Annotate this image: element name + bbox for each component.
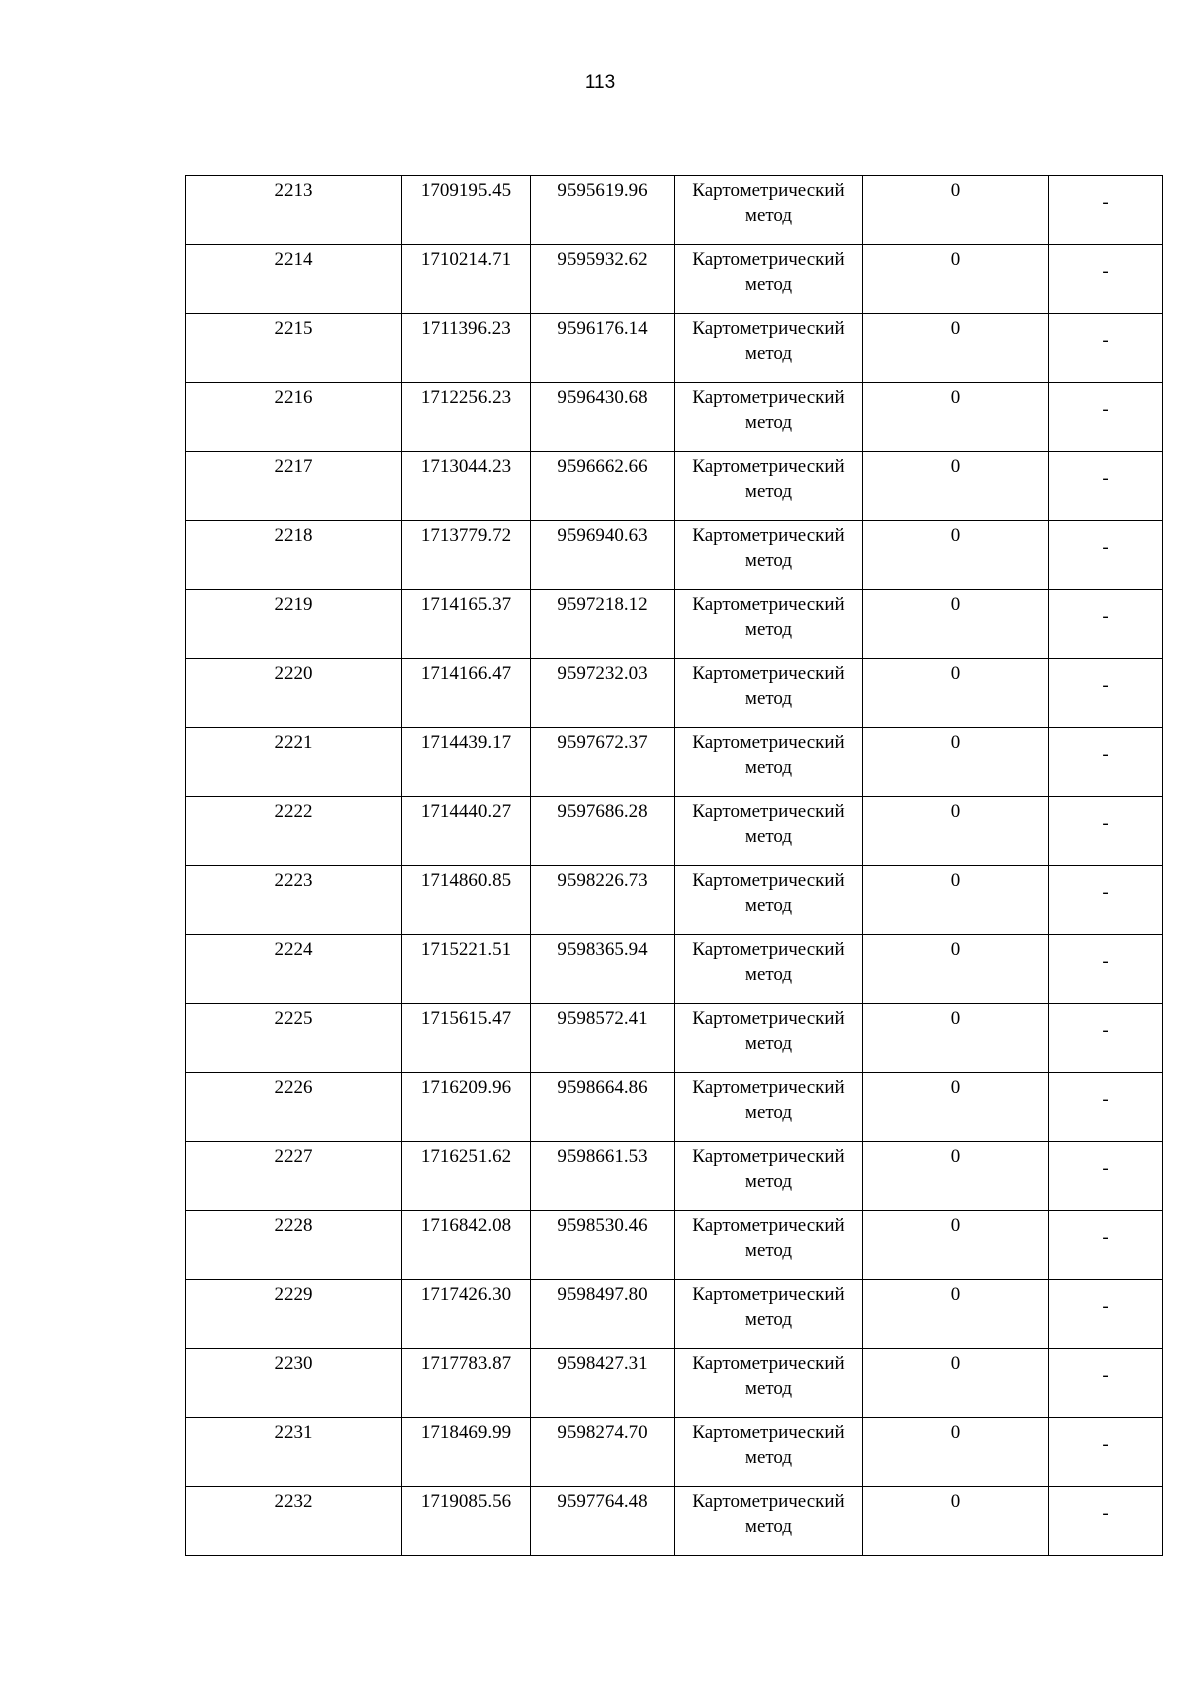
- point-number-cell: 2232: [186, 1487, 402, 1556]
- table-row: [186, 1142, 1163, 1211]
- point-number-cell: 2227: [186, 1142, 402, 1211]
- method-cell: Картометрический метод: [675, 935, 863, 1004]
- x-coordinate-cell: 1716209.96: [402, 1073, 531, 1142]
- method-cell: Картометрический метод: [675, 1004, 863, 1073]
- point-number-cell: 2226: [186, 1073, 402, 1142]
- accuracy-cell: 0: [863, 659, 1049, 728]
- accuracy-cell: 0: [863, 1487, 1049, 1556]
- accuracy-cell: 0: [863, 1073, 1049, 1142]
- table-row: [186, 659, 1163, 728]
- note-cell: -: [1049, 314, 1163, 383]
- method-cell: Картометрический метод: [675, 452, 863, 521]
- note-cell: -: [1049, 1211, 1163, 1280]
- note-cell: -: [1049, 521, 1163, 590]
- accuracy-cell: 0: [863, 728, 1049, 797]
- table-row: [186, 1280, 1163, 1349]
- note-cell: -: [1049, 245, 1163, 314]
- accuracy-cell: 0: [863, 1280, 1049, 1349]
- note-cell: -: [1049, 1487, 1163, 1556]
- point-number-cell: 2225: [186, 1004, 402, 1073]
- y-coordinate-cell: 9598572.41: [531, 1004, 675, 1073]
- method-cell: Картометрический метод: [675, 1487, 863, 1556]
- y-coordinate-cell: 9597232.03: [531, 659, 675, 728]
- note-cell: -: [1049, 176, 1163, 245]
- table-row: [186, 176, 1163, 245]
- x-coordinate-cell: 1717426.30: [402, 1280, 531, 1349]
- note-cell: -: [1049, 1280, 1163, 1349]
- accuracy-cell: 0: [863, 1211, 1049, 1280]
- point-number-cell: 2219: [186, 590, 402, 659]
- point-number-cell: 2223: [186, 866, 402, 935]
- x-coordinate-cell: 1711396.23: [402, 314, 531, 383]
- point-number-cell: 2231: [186, 1418, 402, 1487]
- x-coordinate-cell: 1714860.85: [402, 866, 531, 935]
- method-cell: Картометрический метод: [675, 1280, 863, 1349]
- point-number-cell: 2215: [186, 314, 402, 383]
- point-number-cell: 2217: [186, 452, 402, 521]
- method-cell: Картометрический метод: [675, 314, 863, 383]
- note-cell: -: [1049, 383, 1163, 452]
- table-row: [186, 935, 1163, 1004]
- y-coordinate-cell: 9598661.53: [531, 1142, 675, 1211]
- y-coordinate-cell: 9596940.63: [531, 521, 675, 590]
- point-number-cell: 2228: [186, 1211, 402, 1280]
- method-cell: Картометрический метод: [675, 1073, 863, 1142]
- table-row: [186, 521, 1163, 590]
- accuracy-cell: 0: [863, 1349, 1049, 1418]
- point-number-cell: 2220: [186, 659, 402, 728]
- note-cell: -: [1049, 797, 1163, 866]
- x-coordinate-cell: 1714439.17: [402, 728, 531, 797]
- point-number-cell: 2229: [186, 1280, 402, 1349]
- method-cell: Картометрический метод: [675, 797, 863, 866]
- accuracy-cell: 0: [863, 245, 1049, 314]
- table-row: [186, 383, 1163, 452]
- y-coordinate-cell: 9597764.48: [531, 1487, 675, 1556]
- table-row: [186, 1073, 1163, 1142]
- y-coordinate-cell: 9596176.14: [531, 314, 675, 383]
- accuracy-cell: 0: [863, 935, 1049, 1004]
- table-row: [186, 1004, 1163, 1073]
- x-coordinate-cell: 1717783.87: [402, 1349, 531, 1418]
- x-coordinate-cell: 1712256.23: [402, 383, 531, 452]
- table-row: [186, 1349, 1163, 1418]
- method-cell: Картометрический метод: [675, 659, 863, 728]
- y-coordinate-cell: 9596430.68: [531, 383, 675, 452]
- y-coordinate-cell: 9598664.86: [531, 1073, 675, 1142]
- x-coordinate-cell: 1716842.08: [402, 1211, 531, 1280]
- method-cell: Картометрический метод: [675, 1418, 863, 1487]
- accuracy-cell: 0: [863, 1418, 1049, 1487]
- table-row: [186, 1211, 1163, 1280]
- note-cell: -: [1049, 590, 1163, 659]
- accuracy-cell: 0: [863, 1142, 1049, 1211]
- y-coordinate-cell: 9598530.46: [531, 1211, 675, 1280]
- note-cell: -: [1049, 1142, 1163, 1211]
- note-cell: -: [1049, 1004, 1163, 1073]
- point-number-cell: 2214: [186, 245, 402, 314]
- method-cell: Картометрический метод: [675, 866, 863, 935]
- x-coordinate-cell: 1715615.47: [402, 1004, 531, 1073]
- note-cell: -: [1049, 1418, 1163, 1487]
- x-coordinate-cell: 1719085.56: [402, 1487, 531, 1556]
- accuracy-cell: 0: [863, 452, 1049, 521]
- point-number-cell: 2221: [186, 728, 402, 797]
- point-number-cell: 2216: [186, 383, 402, 452]
- note-cell: -: [1049, 935, 1163, 1004]
- table-row: [186, 1418, 1163, 1487]
- point-number-cell: 2218: [186, 521, 402, 590]
- table-row: [186, 1487, 1163, 1556]
- method-cell: Картометрический метод: [675, 521, 863, 590]
- point-number-cell: 2224: [186, 935, 402, 1004]
- x-coordinate-cell: 1714440.27: [402, 797, 531, 866]
- x-coordinate-cell: 1715221.51: [402, 935, 531, 1004]
- method-cell: Картометрический метод: [675, 1211, 863, 1280]
- table-row: [186, 590, 1163, 659]
- point-number-cell: 2222: [186, 797, 402, 866]
- table-row: [186, 245, 1163, 314]
- accuracy-cell: 0: [863, 1004, 1049, 1073]
- page-number: 113: [584, 72, 616, 93]
- y-coordinate-cell: 9595932.62: [531, 245, 675, 314]
- accuracy-cell: 0: [863, 383, 1049, 452]
- method-cell: Картометрический метод: [675, 728, 863, 797]
- point-number-cell: 2230: [186, 1349, 402, 1418]
- accuracy-cell: 0: [863, 176, 1049, 245]
- method-cell: Картометрический метод: [675, 1349, 863, 1418]
- x-coordinate-cell: 1709195.45: [402, 176, 531, 245]
- note-cell: -: [1049, 452, 1163, 521]
- x-coordinate-cell: 1713779.72: [402, 521, 531, 590]
- accuracy-cell: 0: [863, 797, 1049, 866]
- note-cell: -: [1049, 1073, 1163, 1142]
- y-coordinate-cell: 9597686.28: [531, 797, 675, 866]
- y-coordinate-cell: 9595619.96: [531, 176, 675, 245]
- y-coordinate-cell: 9597672.37: [531, 728, 675, 797]
- y-coordinate-cell: 9597218.12: [531, 590, 675, 659]
- y-coordinate-cell: 9598226.73: [531, 866, 675, 935]
- table-row: [186, 728, 1163, 797]
- note-cell: -: [1049, 728, 1163, 797]
- x-coordinate-cell: 1714165.37: [402, 590, 531, 659]
- y-coordinate-cell: 9598497.80: [531, 1280, 675, 1349]
- method-cell: Картометрический метод: [675, 590, 863, 659]
- method-cell: Картометрический метод: [675, 383, 863, 452]
- accuracy-cell: 0: [863, 590, 1049, 659]
- x-coordinate-cell: 1714166.47: [402, 659, 531, 728]
- y-coordinate-cell: 9598274.70: [531, 1418, 675, 1487]
- method-cell: Картометрический метод: [675, 245, 863, 314]
- y-coordinate-cell: 9598427.31: [531, 1349, 675, 1418]
- table-row: [186, 797, 1163, 866]
- note-cell: -: [1049, 866, 1163, 935]
- coordinates-table-body: [186, 176, 1163, 1556]
- method-cell: Картометрический метод: [675, 176, 863, 245]
- x-coordinate-cell: 1716251.62: [402, 1142, 531, 1211]
- coordinates-table: [185, 175, 1163, 1556]
- x-coordinate-cell: 1718469.99: [402, 1418, 531, 1487]
- note-cell: -: [1049, 659, 1163, 728]
- method-cell: Картометрический метод: [675, 1142, 863, 1211]
- table-row: [186, 314, 1163, 383]
- note-cell: -: [1049, 1349, 1163, 1418]
- y-coordinate-cell: 9598365.94: [531, 935, 675, 1004]
- table-row: [186, 866, 1163, 935]
- y-coordinate-cell: 9596662.66: [531, 452, 675, 521]
- x-coordinate-cell: 1713044.23: [402, 452, 531, 521]
- accuracy-cell: 0: [863, 866, 1049, 935]
- accuracy-cell: 0: [863, 314, 1049, 383]
- table-row: [186, 452, 1163, 521]
- point-number-cell: 2213: [186, 176, 402, 245]
- x-coordinate-cell: 1710214.71: [402, 245, 531, 314]
- accuracy-cell: 0: [863, 521, 1049, 590]
